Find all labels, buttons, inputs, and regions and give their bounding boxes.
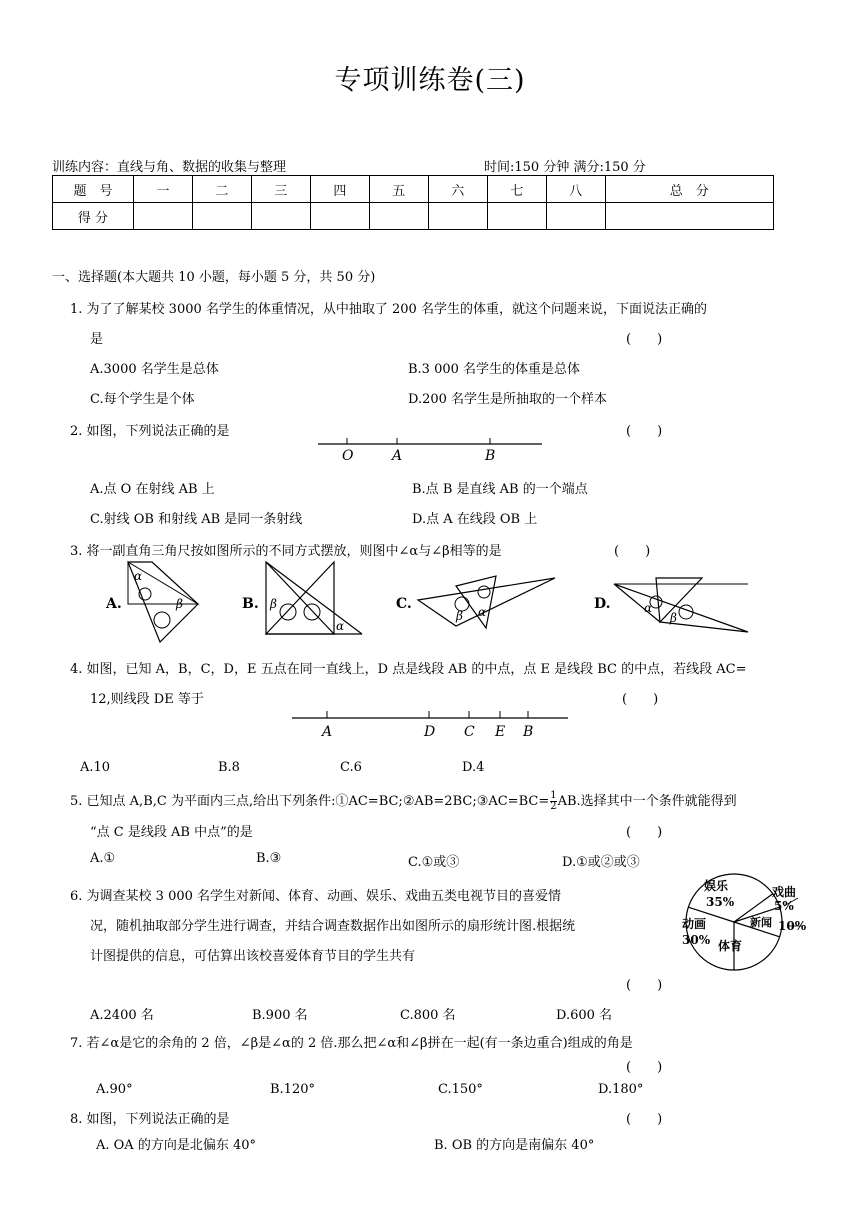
time-score: 时间:150 分钟 满分:150 分 [484,160,646,175]
q6-pie-chart [668,870,818,974]
q7-option-c: C.150° [438,1082,483,1097]
score-input-cell[interactable] [428,203,487,230]
q7-option-d: D.180° [598,1082,644,1097]
fraction-denominator: 2 [550,801,557,812]
q5-option-c: C.①或③ [408,855,460,870]
score-input-cell[interactable] [605,203,773,230]
q6-stem-cont2: 计图提供的信息，可估算出该校喜爱体育节目的学生共有 [90,949,416,964]
cell: 得 分 [53,203,134,230]
q2-stem: 2. 如图，下列说法正确的是 [70,424,230,439]
q1-stem-cont: 是 [90,332,104,347]
slice-label-tiyu: 体育 [718,939,743,953]
q8-stem: 8. 如图，下列说法正确的是 [70,1112,230,1127]
cell: 四 [310,176,369,203]
q1-option-b: B.3 000 名学生的体重是总体 [408,362,581,377]
alpha-label: α [336,619,345,633]
answer-bracket: ( ) [626,424,663,439]
score-table [52,175,774,230]
q4-option-a: A.10 [80,760,111,775]
slice-value-donghua: 30% [682,933,711,947]
section-heading: 一、选择题(本大题共 10 小题，每小题 5 分，共 50 分) [52,270,376,285]
training-content: 训练内容：直线与角、数据的收集与整理 [52,160,287,175]
alpha-label: α [478,605,487,619]
q1-option-c: C.每个学生是个体 [90,392,195,407]
answer-bracket: ( ) [626,1112,663,1127]
point-b-label: B [485,448,496,464]
slice-label-donghua: 动画 [682,917,707,931]
q8-option-a: A. OA 的方向是北偏东 40° [96,1138,257,1153]
score-table-score-row [53,203,774,230]
q4-option-c: C.6 [340,760,362,775]
answer-bracket: ( ) [622,692,659,707]
q1-option-a: A.3000 名学生是总体 [90,362,219,377]
point-b-label: B [523,724,534,740]
beta-label: β [456,609,463,623]
cell: 八 [546,176,605,203]
option-a-label: A. [106,596,122,612]
q2-option-a: A.点 O 在射线 AB 上 [90,482,215,497]
point-d-label: D [424,724,436,740]
point-a-label: A [392,448,403,464]
cell: 七 [487,176,546,203]
option-b-label: B. [242,596,259,612]
q7-option-b: B.120° [270,1082,315,1097]
point-a-label: A [322,724,333,740]
slice-label-xiqu: 戏曲 [772,885,797,899]
q5-option-b: B.③ [256,851,282,866]
q6-option-c: C.800 名 [400,1008,456,1023]
q3-stem: 3. 将一副直角三角尺按如图所示的不同方式摆放，则图中∠α与∠β相等的是 [70,544,502,559]
q4-option-d: D.4 [462,760,485,775]
q5-stem [70,790,737,812]
q2-option-c: C.射线 OB 和射线 AB 是同一条射线 [90,512,303,527]
page-title: 专项训练卷(三) [334,65,526,96]
q3-triangles-figure [100,556,760,648]
q5-stem-pre: 5. 已知点 A,B,C 为平面内三点,给出下列条件:①AC=BC;②AB=2BC;③AC=BC= [70,794,550,809]
slice-value-xiqu: 5% [774,899,794,913]
slice-value-yule: 35% [706,895,735,909]
q6-stem-cont: 况，随机抽取部分学生进行调查，并结合调查数据作出如图所示的扇形统计图.根据统 [90,919,576,934]
q6-option-a: A.2400 名 [90,1008,154,1023]
answer-bracket: ( ) [614,544,651,559]
answer-bracket: ( ) [626,825,663,840]
point-e-label: E [495,724,506,740]
q6-option-b: B.900 名 [252,1008,308,1023]
q4-line-figure [286,708,576,742]
q4-stem: 4. 如图，已知 A，B，C，D，E 五点在同一直线上，D 点是线段 AB 的中点，点 E 是线段 BC 的中点，若线段 AC= [70,662,747,677]
cell: 五 [369,176,428,203]
beta-label: β [670,611,677,625]
score-table-header-row [53,176,774,203]
answer-bracket: ( ) [626,332,663,347]
option-d-label: D. [594,596,611,612]
q7-stem: 7. 若∠α是它的余角的 2 倍，∠β是∠α的 2 倍.那么把∠α和∠β拼在一起(有一条边重合)组成的角是 [70,1036,633,1051]
q5-option-d: D.①或②或③ [562,855,640,870]
score-input-cell[interactable] [134,203,193,230]
cell: 三 [251,176,310,203]
cell: 六 [428,176,487,203]
answer-bracket: ( ) [626,1060,663,1075]
alpha-label: α [644,601,653,615]
cell: 一 [134,176,193,203]
q4-option-b: B.8 [218,760,240,775]
option-c-label: C. [396,596,412,612]
q2-option-b: B.点 B 是直线 AB 的一个端点 [412,482,588,497]
q8-option-b: B. OB 的方向是南偏东 40° [434,1138,595,1153]
slice-value-xinwen: 10% [778,919,807,933]
q5-stem-post: AB.选择其中一个条件就能得到 [557,794,737,809]
cell: 二 [192,176,251,203]
score-input-cell[interactable] [192,203,251,230]
q5-stem-cont: “点 C 是线段 AB 中点”的是 [90,825,253,840]
q1-stem: 1. 为了了解某校 3000 名学生的体重情况，从中抽取了 200 名学生的体重，就这个问题来说，下面说法正确的 [70,302,707,317]
score-input-cell[interactable] [310,203,369,230]
score-input-cell[interactable] [546,203,605,230]
answer-bracket: ( ) [626,978,663,993]
score-input-cell[interactable] [369,203,428,230]
fraction [550,791,556,812]
fraction-numerator: 1 [550,790,557,801]
q6-stem: 6. 为调查某校 3 000 名学生对新闻、体育、动画、娱乐、戏曲五类电视节目的喜爱情 [70,889,562,904]
q2-line-figure [310,434,550,464]
cell: 题 号 [53,176,134,203]
cell: 总 分 [605,176,773,203]
q7-option-a: A.90° [96,1082,133,1097]
beta-label: β [270,597,277,611]
alpha-label: α [134,569,143,583]
score-input-cell[interactable] [487,203,546,230]
q5-option-a: A.① [90,851,116,866]
q2-option-d: D.点 A 在线段 OB 上 [412,512,538,527]
score-input-cell[interactable] [251,203,310,230]
q4-stem-cont: 12,则线段 DE 等于 [90,692,204,707]
point-o-label: O [342,448,354,464]
slice-label-yule: 娱乐 [704,879,729,893]
q6-option-d: D.600 名 [556,1008,613,1023]
slice-label-xinwen: 新闻 [750,916,772,929]
point-c-label: C [464,724,475,740]
beta-label: β [176,597,183,611]
q1-option-d: D.200 名学生是所抽取的一个样本 [408,392,608,407]
